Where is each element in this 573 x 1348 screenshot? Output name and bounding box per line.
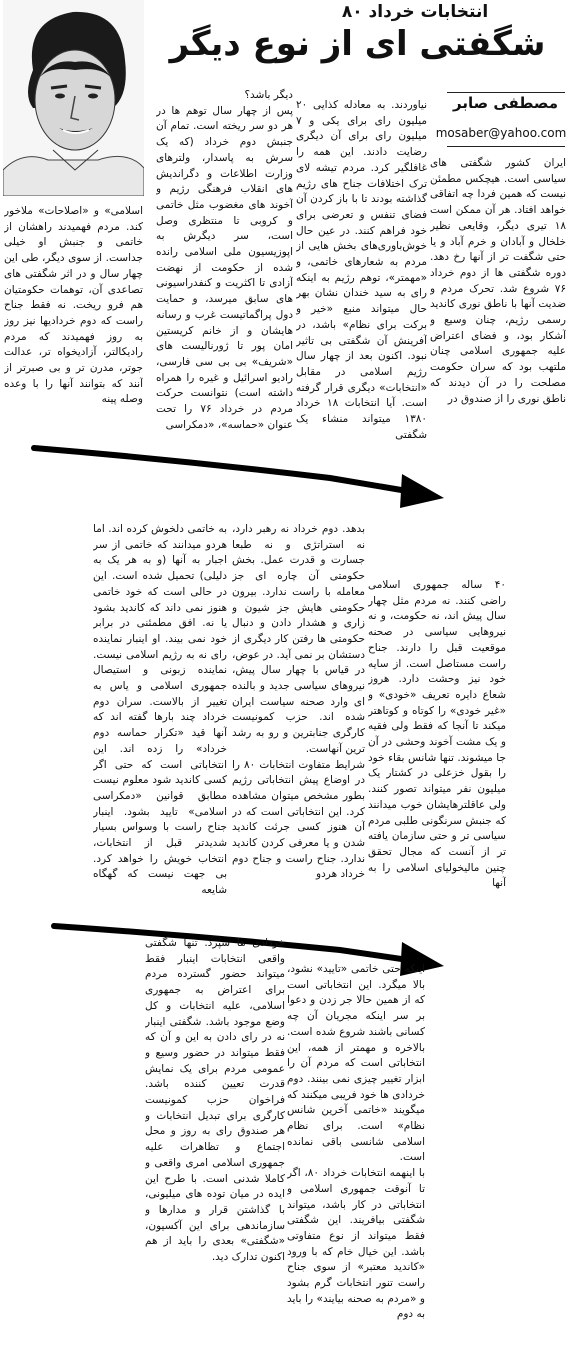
- column-r3c2: خردادی ها سپرد. تنها شگفتی واقعی انتخابات اینبار فقط میتواند حضور گسترده مردم برای اعتراض به جمهوری اسلامی، علیه انتخابات و کل وضع موجود باشد. شگفتی اینبار نه در رای دادن به این و آن که فقط میتواند در حضور وسیع و عمومی مردم برای یک نمایش قدرت تعیین کننده باشد. فراخوان حزب کمونیست کارگری برای تبدیل انتخابات و هر صندوق رای به روز و محل اجتماع و تظاهرات علیه جمهوری اسلامی امری واقعی و کاملا شدنی است. با طرح این ایده در میان توده های میلیونی، با گذاشتن قرار و مدارها و سازماندهی برای این آکسیون، «شگفتی» بعدی را باید از هم اکنون تدارک دید.: [145, 937, 285, 1264]
- column-r2c3: به خاتمی دلخوش کرده اند. اما هردو میدانند که خاتمی از سر اجبار به آنها (و به هر یک به دلیلی) تحمیل شده است. این در حالی است که خود خاتمی هنوز نمی داند که کاندید بشود یا نه. افق مطمئنی در برابر خود نمی بیند. او اینبار نماینده رای نه به رژیم اسلامی نیست. نماینده زبونی و استیصال جمهوری اسلامی و یاس به تغییر از بالاست. سران دوم خرداد چند بارها گفته اند که آنها قید «تکرار حماسه دوم خرداد» را زده اند. این انتخاباتی است که حتی اگر کسی کاندید شود معلوم نیست مطابق قوانین «دمکراسی اسلامی» تایید بشود. اینبار جناح راست با وسواس بسیار شدیدتر قبل از انتخابات، انتخاب خویش را خواهد کرد. بی جهت نیست که گهگاه شایعه: [93, 523, 227, 897]
- column-r2c2: بدهد. دوم خرداد نه رهبر دارد، نه استراتژی و نه طبعا جسارت و قدرت عمل. بخش حکومتی آن چاره ای جز معامله با راست ندارد. بیرون حکومتی هایش جز شیون و زاری و هشدار دادن و دنبال حکومتی ها رفتن کار دیگری از دستشان بر نمی آید. در عوض، در قیاس با چهار سال پیش، نیروهای سیاسی جدید و بالنده ای وارد صحنه سیاست ایران شده اند. حزب کمونیست کارگری جنابترین و رو به رشد ترین آنهاست. شرایط متفاوت انتخابات ۸۰ را در اوضاع پیش انتخاباتی رژیم بطور مشخص میتوان مشاهده کرد. این انتخاباتی است که در آن هنوز کسی جرئت کاندید شدن و یا معرفی کردن کاندید ندارد. جناح راست و جناح دوم خرداد هردو: [232, 523, 365, 881]
- author-photo: [3, 0, 144, 196]
- article-headline: شگفتی ای از نوع دیگر: [169, 24, 546, 64]
- byline-rule: [447, 92, 565, 93]
- column-r1c2: نیاوردند. به معادله کذایی ۲۰ میلیون رای برای یکی و ۷ میلیون رای برای آن دیگری رضایت دادند. این همه را غافلگیر کرد. مردم تیشه لای ترک اختلافات جناح های رژیم گذاشته بودند تا با باز کردن آن فضای تنفس و تعرضی برای خود فراهم کنند. در عین حال خوش‌باوری‌های بخش هایی از مردم به شعارهای خاتمی، و «مهمتر»، توهم رژیم به اینکه رای به سید خندان نشان بهر حال میتواند منبع «خیر و برکت برای نظام» باشد، در آفرینش آن شگفتی بی تاثیر نبود. اکنون بعد از چهار سال رژیم اسلامی در مقابل «انتخابات» دیگری قرار گرفته است. آیا انتخابات ۱۸ خرداد ۱۳۸۰ میتواند منشاء یک شگفتی: [296, 99, 427, 441]
- author-email: mosaber@yahoo.com: [435, 126, 567, 140]
- column-r2c1: ۴۰ ساله جمهوری اسلامی راضی کنند. نه مردم مثل چهار سال پیش اند، نه حکومت، و نه نیروهایی سیاسی در صحنه موقعیت قبل را دارند. جناح راست مستاصل است. از سایه خود نیز وحشت دارد. هروز شعاع دایره تعریف «خودی» و «غیر خودی» را کوتاه و کوتاهتر میکند تا آنجا که فقط ولی فقیه و یک مشت آخوند وحشی در آن جا میشوند. تنها شانس بقاء خود را بقول خزعلی در کشتار یک میلیون نفر میتواند تصور کنند. ولی عاقلترهایشان خوب میدانند که جنبش سرنگونی طلبی مردم سیاسی تر و حتی سازمان یافته تر از آنست که مجال تحقق چنین مالیخولیای اسلامی را به آنها: [368, 579, 506, 890]
- column-r3c1: اینکه حتی خاتمی «تایید» نشود، بالا میگرد. این انتخاباتی است که از همین حالا جر زدن و دعوا بر سر اینکه مجریان آن چه کسانی باشند شروع شده است. بالاخره و مهمتر از همه، این انتخاباتی است که مردم آن را ابزار تغییر چیزی نمی بینند. دوم خردادی ها خود فریبی میکنند که میگویند «خاتمی آخرین شانس نظام» است. برای نظام اسلامی شانسی باقی نمانده است. با اینهمه انتخابات خرداد ۸۰، اگر تا آنوقت جمهوری اسلامی و انتخاباتی در کار باشد، میتواند شگفتی بیافریند. این شگفتی فقط میتواند از نوع متفاوتی باشد. این خیال خام که با ورود «کاندید معتبر» از سوی جناح راست تنور انتخابات گرم بشود و «مردم به صحنه بیایند» را باید به دوم: [287, 963, 425, 1321]
- article-kicker: انتخابات خرداد ۸۰: [341, 2, 489, 22]
- column-intro: ایران کشور شگفتی های سیاسی است. هیچکس مطمئن نیست که همین فردا چه اتفاقی خواهد افتاد. هر آن ممکن است ۱۸ تیری دیگر، وقایعی نظیر خلخال و آبادان و خرم آباد و یا حتی شگفت تر از آنها رخ دهد. دوره شگفتی ها از دوم خرداد ۷۶ شروع شد. تحرک مردم و ضدیت آنها با ناطق نوری کاندید رسمی رژیم، چنان وسیع و آشکار بود، و فضای اعتراض علیه جمهوری اسلامی چنان ملتهب بود که سران حکومت مصلحت را در آن دیدند که ناطق نوری را از صندوق در: [430, 157, 566, 405]
- column-r1c3: دیگر باشد؟ پس از چهار سال توهم ها در هر دو سر ریخته است. تمام آن جنبش دوم خرداد (که یک سرش به پاسدار، ولترهای وزارت اطلاعات و دگراندیش های انقلاب فرهنگی رژیم و آخوند های مغضوب مثل خاتمی و کروبی تا منتظری وصل است، سر دیگرش به اپوزیسیون ملی اسلامی رانده شده از حکومت از نهضت آزادی تا اکثریت و کنفدراسیونی های سابق میرسد، و حمایت دول پراگماتیست غرب و رسانه هایشان و از خانم کریستین امان پور تا ژورنالیست های «شریف» بی بی سی فارسی، رادیو اسرائیل و غیره را همراه داشته است) نتوانست حرکت مردم در خرداد ۷۶ را تحت عنوان «حماسه»، «دمکراسی: [156, 89, 293, 431]
- column-r1c4: اسلامی» و «اصلاحات» ملاخور کند. مردم فهمیدند راهشان از خاتمی و جنبش او خیلی جداست. از سوی دیگر، طی این چهار سال و در اثر شگفتی های تصاعدی آن، توهمات حکومتیان هم فرو ریخت. نه فقط جناح راست که دوم خردادیها نیز روز به روز فهمیدند که مردم رادیکالتر، آزادیخواه تر، عدالت جوتر، مدرن تر و بی صبرتر از آنند که بتوانند آنها را با وعده وصله پینه: [4, 205, 143, 406]
- author-name: مصطفی صابر: [453, 94, 558, 112]
- continuation-arrow-top: [30, 430, 450, 510]
- byline-rule-bottom: [447, 146, 565, 147]
